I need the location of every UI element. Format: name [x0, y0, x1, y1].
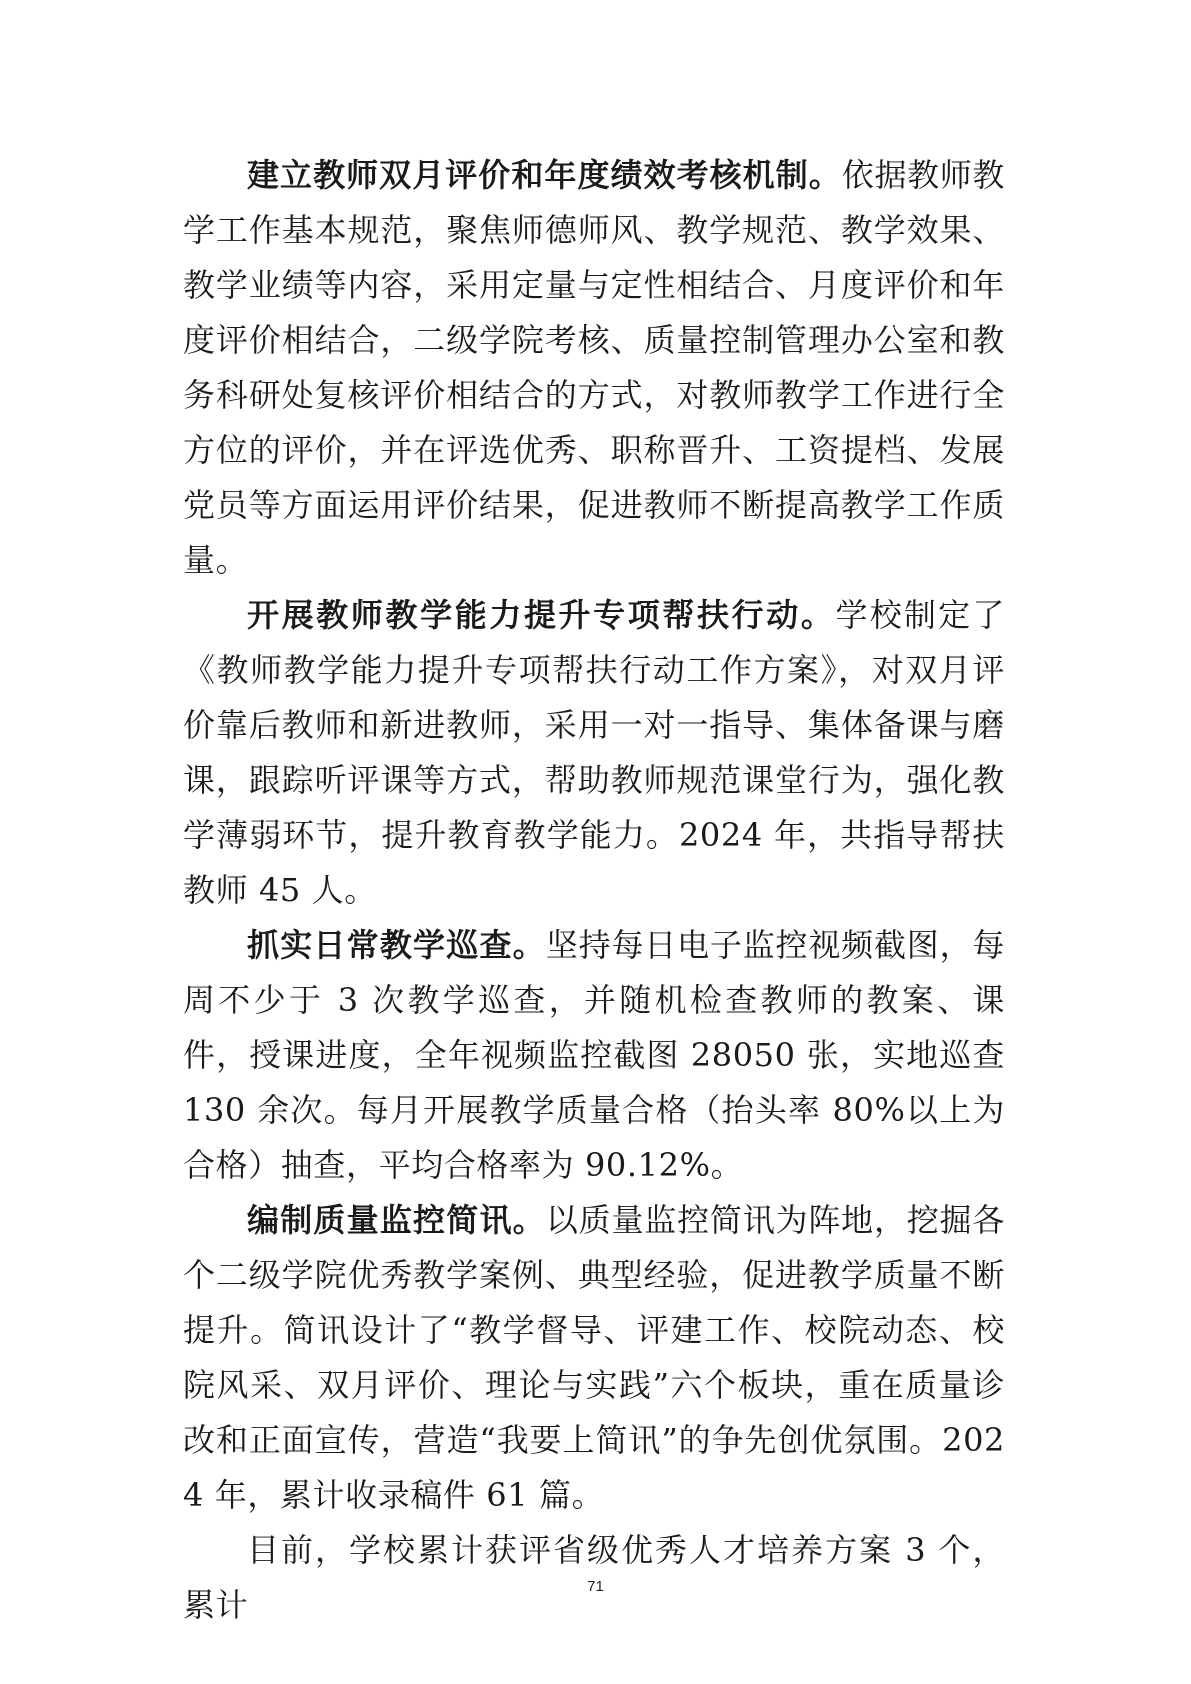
paragraph-text: 目前，学校累计获评省级优秀人才培养方案 3 个，累计: [183, 1531, 1005, 1624]
document-body: [183, 148, 1005, 1633]
paragraph-heading: 建立教师双月评价和年度绩效考核机制。: [247, 156, 842, 194]
paragraph-teacher-support: [183, 588, 1005, 918]
paragraph-teacher-evaluation: [183, 148, 1005, 588]
paragraph-teaching-inspection: [183, 918, 1005, 1193]
paragraph-quality-newsletter: [183, 1193, 1005, 1523]
paragraph-text: 学校制定了《教师教学能力提升专项帮扶行动工作方案》，对双月评价靠后教师和新进教师，采用一对一指导、集体备课与磨课，跟踪听评课等方式，帮助教师规范课堂行为，强化教学薄弱环节，提升教育教学能力。2024 年，共指导帮扶教师 45 人。: [183, 596, 1005, 909]
paragraph-heading: 抓实日常教学巡查。: [247, 926, 546, 964]
page-number: 71: [587, 1578, 604, 1595]
paragraph-heading: 编制质量监控简讯。: [247, 1201, 546, 1239]
paragraph-text: 以质量监控简讯为阵地，挖掘各个二级学院优秀教学案例、典型经验，促进教学质量不断提升。简讯设计了“教学督导、评建工作、校院动态、校院风采、双月评价、理论与实践”六个板块，重在质量诊改和正面宣传，营造“我要上简讯”的争先创优氛围。2024 年，累计收录稿件 61 篇。: [183, 1201, 1005, 1514]
paragraph-text: 依据教师教学工作基本规范，聚焦师德师风、教学规范、教学效果、教学业绩等内容，采用定量与定性相结合、月度评价和年度评价相结合，二级学院考核、质量控制管理办公室和教务科研处复核评价相结合的方式，对教师教学工作进行全方位的评价，并在评选优秀、职称晋升、工资提档、发展党员等方面运用评价结果，促进教师不断提高教学工作质量。: [183, 156, 1005, 579]
paragraph-heading: 开展教师教学能力提升专项帮扶行动。: [247, 596, 836, 634]
paragraph-text: 坚持每日电子监控视频截图，每周不少于 3 次教学巡查，并随机检查教师的教案、课件，授课进度，全年视频监控截图 28050 张，实地巡查 130 余次。每月开展教学质量合格（抬头率 80%以上为合格）抽查，平均合格率为 90.12%。: [183, 926, 1005, 1184]
